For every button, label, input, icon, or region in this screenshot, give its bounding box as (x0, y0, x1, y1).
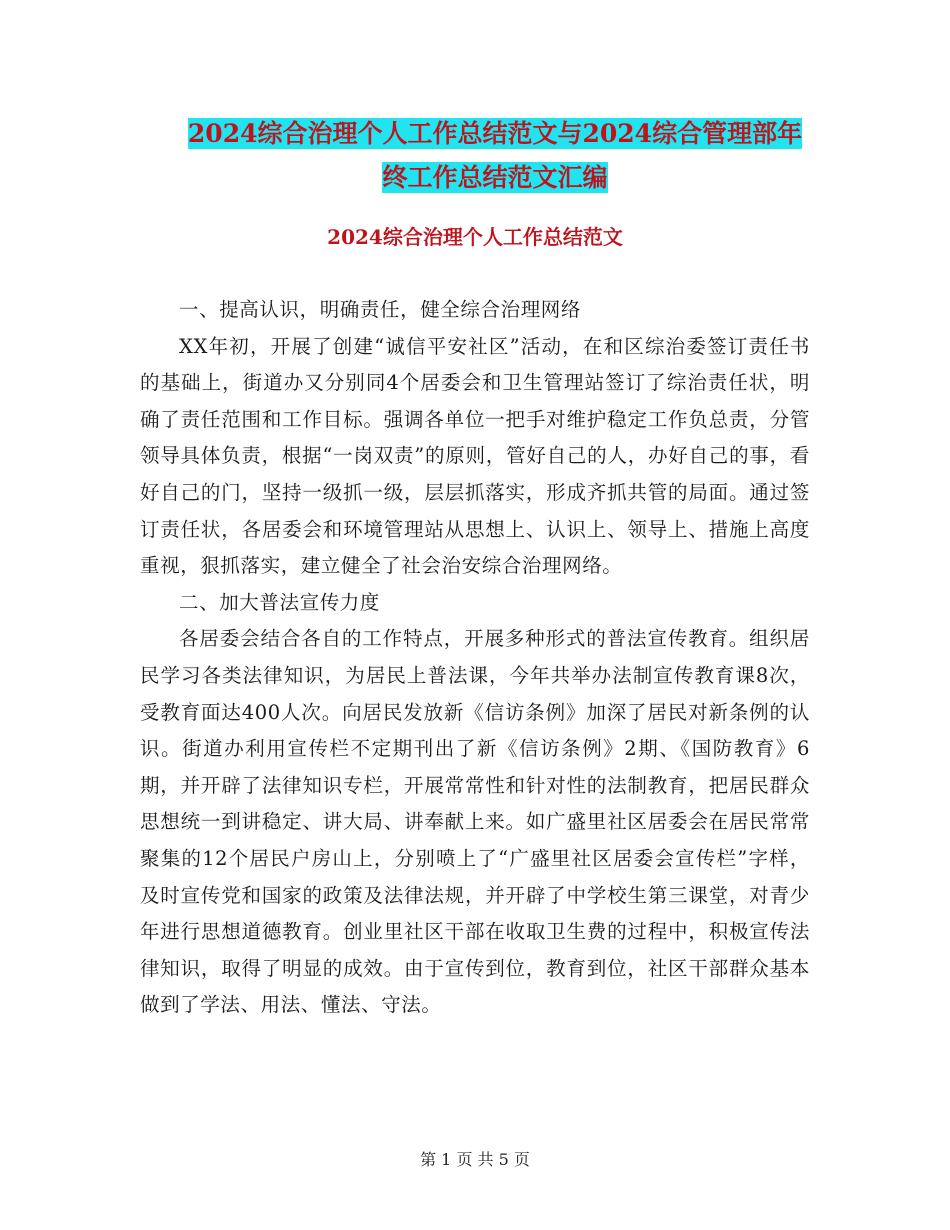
page-footer: 第 1 页 共 5 页 (420, 1150, 530, 1169)
paragraph-heading-2: 二、加大普法宣传力度 (179, 590, 381, 614)
document-body (140, 292, 810, 1024)
section-title: 2024综合治理个人工作总结范文 (327, 225, 623, 249)
paragraph-heading-1: 一、提高认识，明确责任，健全综合治理网络 (179, 298, 582, 321)
document-title-line-2: 终工作总结范文汇编 (382, 163, 608, 192)
paragraph: 各居委会结合各自的工作特点，开展多种形式的普法宣传教育。组织居民学习各类法律知识，为居民上普法课，今年共举办法制宣传教育课8次，受教育面达400人次。向居民发放新《信访条例》加深了居民对新条例的认识。街道办利用宣传栏不定期刊出了新《信访条例》2期、《国防教育》6期，并开辟了法律知识专栏，开展常常性和针对性的法制教育，把居民群众思想统一到讲稳定、讲大局、讲奉献上来。如广盛里社区居委会在居民常常聚集的12个居民户房山上，分别喷上了“广盛里社区居委会宣传栏”字样，及时宣传党和国家的政策及法律法规，并开辟了中学校生第三课堂，对青少年进行思想道德教育。创业里社区干部在收取卫生费的过程中，积极宣传法律知识，取得了明显的成效。由于宣传到位，教育到位，社区干部群众基本做到了学法、用法、懂法、守法。 (140, 627, 810, 1017)
document-title (140, 112, 850, 200)
paragraph: XX年初，开展了创建“诚信平安社区”活动，在和区综治委签订责任书的基础上，街道办又分别同4个居委会和卫生管理站签订了综治责任状，明确了责任范围和工作目标。强调各单位一把手对维护稳定工作负总责，分管领导具体负责，根据“一岗双责”的原则，管好自己的人，办好自己的事，看好自己的门，坚持一级抓一级，层层抓落实，形成齐抓共管的局面。通过签订责任状，各居委会和环境管理站从思想上、认识上、领导上、措施上高度重视，狠抓落实，建立健全了社会治安综合治理网络。 (140, 334, 810, 578)
document-title-line-1: 2024综合治理个人工作总结范文与2024综合管理部年 (187, 119, 803, 148)
